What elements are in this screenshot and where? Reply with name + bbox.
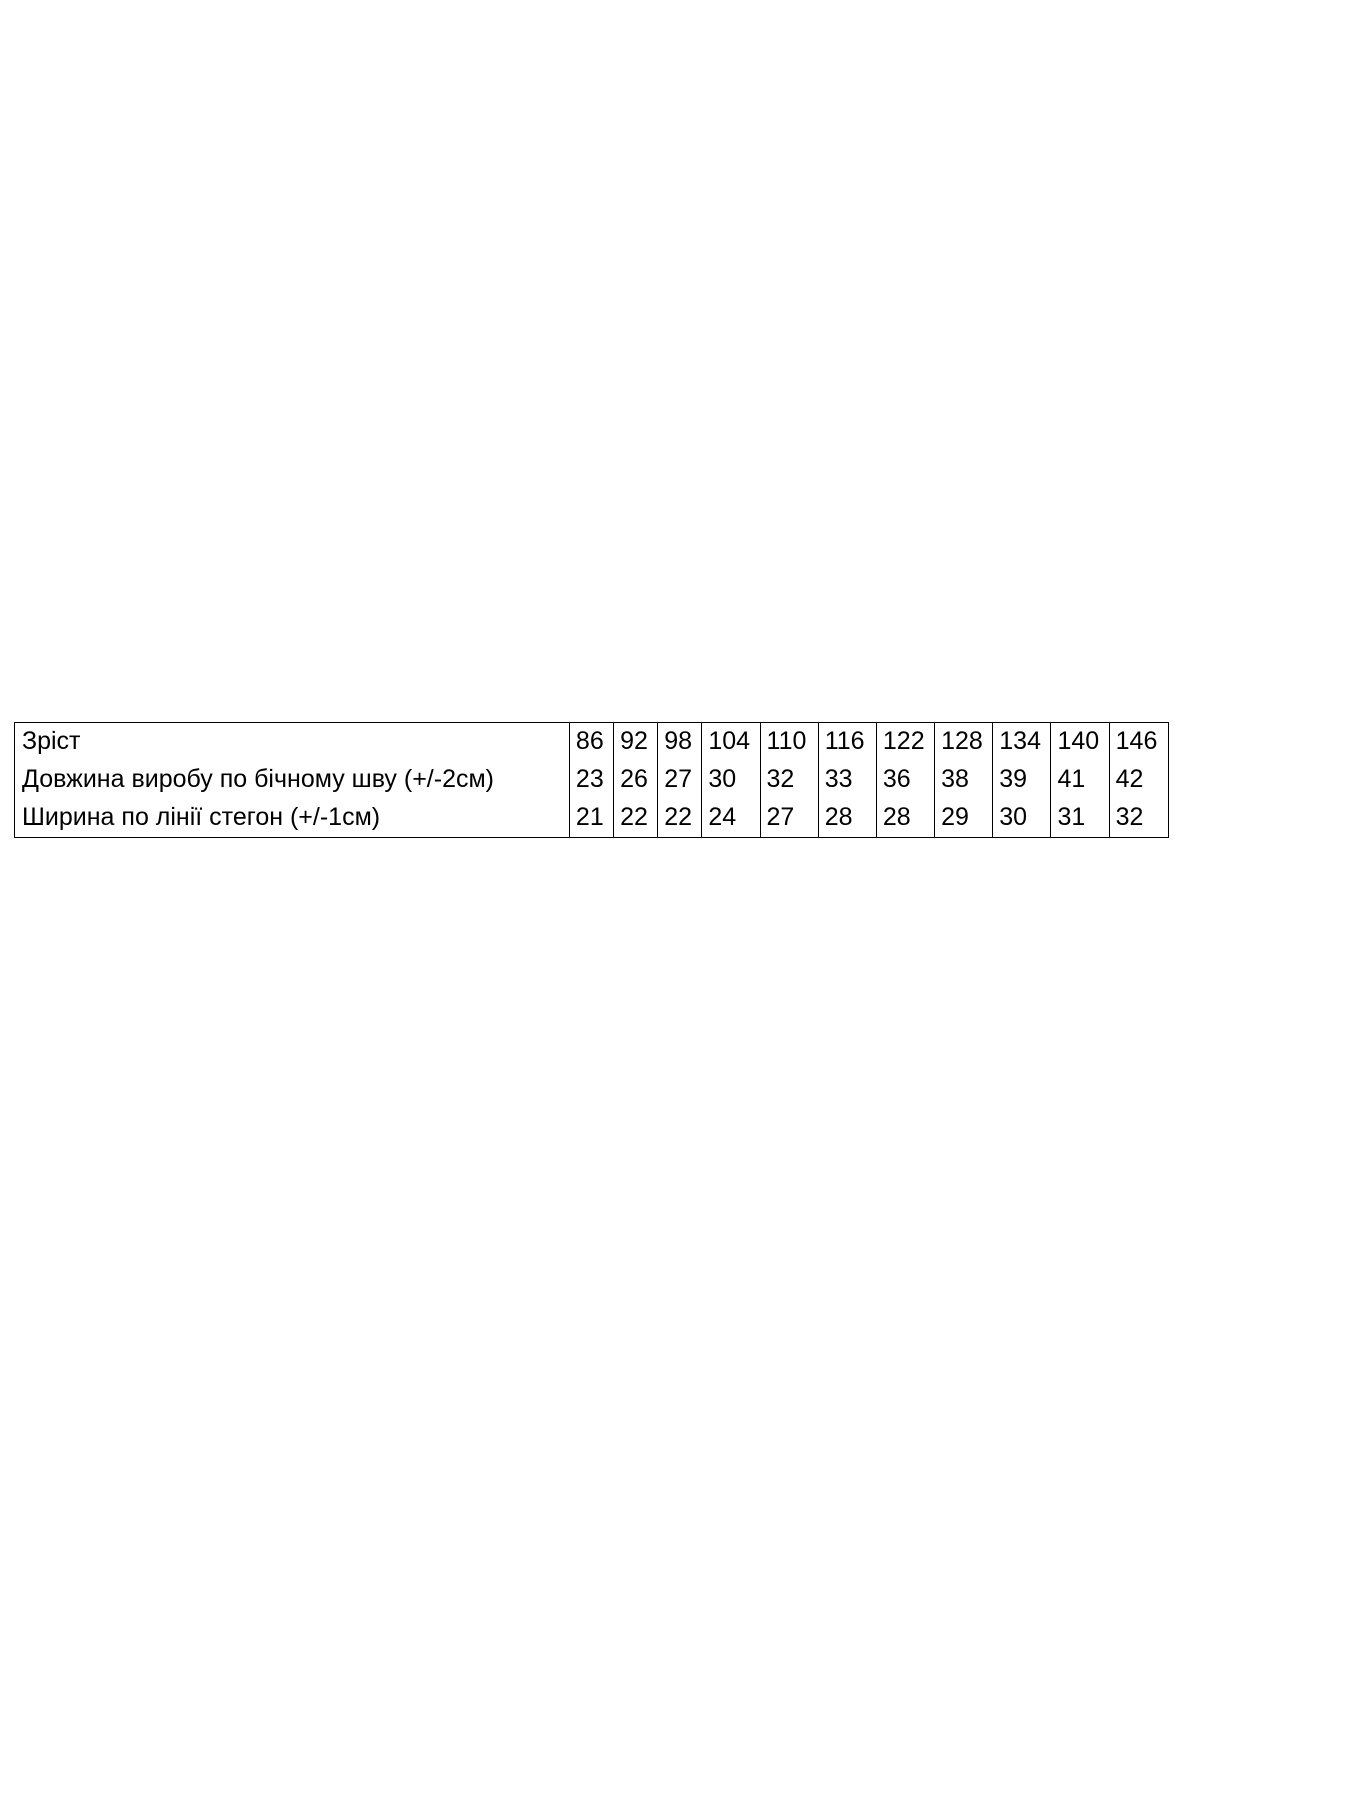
cell-value: 23 — [570, 761, 614, 799]
cell-value: 110 — [761, 723, 819, 761]
cell-value: 128 — [935, 723, 993, 761]
table-row — [15, 723, 1168, 761]
cell-value: 28 — [877, 799, 935, 837]
cell-value: 22 — [658, 799, 702, 837]
cell-value: 27 — [658, 761, 702, 799]
cell-value: 30 — [702, 761, 760, 799]
cell-value: 31 — [1051, 799, 1109, 837]
cell-value: 27 — [761, 799, 819, 837]
row-label: Зріст — [15, 723, 570, 761]
cell-value: 28 — [819, 799, 877, 837]
cell-value: 24 — [702, 799, 760, 837]
cell-value: 32 — [761, 761, 819, 799]
cell-value: 36 — [877, 761, 935, 799]
cell-value: 38 — [935, 761, 993, 799]
cell-value: 98 — [658, 723, 702, 761]
cell-value: 140 — [1051, 723, 1109, 761]
cell-value: 104 — [702, 723, 760, 761]
cell-value: 33 — [819, 761, 877, 799]
cell-value: 32 — [1115, 803, 1144, 831]
cell-value: 26 — [614, 761, 658, 799]
cell-value: 21 — [570, 799, 614, 837]
cell-value: 42 — [1115, 765, 1144, 793]
cell-value: 92 — [614, 723, 658, 761]
cell-value: 41 — [1051, 761, 1109, 799]
table-row — [15, 799, 1168, 837]
size-chart-body — [15, 723, 1168, 837]
row-label: Довжина виробу по бічному шву (+/-2см) — [15, 761, 570, 799]
cell-value: 86 — [570, 723, 614, 761]
cell-value: 116 — [819, 723, 877, 761]
cell-value: 134 — [993, 723, 1051, 761]
size-chart-container — [14, 722, 1169, 838]
cell-value: 146 — [1115, 727, 1158, 755]
cell-value: 39 — [993, 761, 1051, 799]
size-chart-table — [14, 722, 1169, 838]
row-label: Ширина по лінії стегон (+/-1см) — [15, 799, 570, 837]
cell-value: 22 — [614, 799, 658, 837]
cell-value: 30 — [993, 799, 1051, 837]
cell-value: 122 — [877, 723, 935, 761]
table-row — [15, 761, 1168, 799]
cell-value: 29 — [935, 799, 993, 837]
